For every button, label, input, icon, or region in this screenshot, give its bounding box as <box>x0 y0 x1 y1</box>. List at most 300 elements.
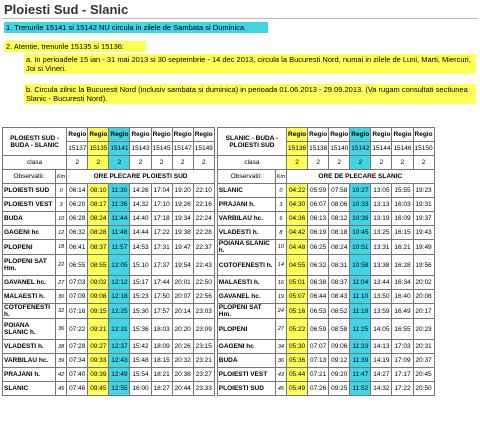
departure-time: 12:05 <box>109 255 130 276</box>
train-class: 2 <box>151 156 172 170</box>
departure-time: 07:16 <box>67 304 88 319</box>
departure-time: 09:39 <box>88 368 109 382</box>
departure-time: 17:37 <box>151 255 172 276</box>
departure-time: 18:27 <box>151 382 172 396</box>
departure-time: 10:51 <box>350 240 371 255</box>
departure-time: 16:03 <box>392 198 413 212</box>
table-row <box>3 340 435 354</box>
departure-time: 17:18 <box>151 212 172 226</box>
train-type: Regio <box>413 128 434 142</box>
table-row <box>3 184 435 198</box>
departure-time: 08:18 <box>329 226 350 240</box>
departure-time: 09:27 <box>88 340 109 354</box>
departure-time: 20:26 <box>172 340 193 354</box>
departure-time: 09:45 <box>88 382 109 396</box>
train-number: 15141 <box>109 142 130 156</box>
departure-time: 06:32 <box>308 255 329 276</box>
station-name: VLADESTI h. <box>3 340 56 354</box>
departure-time: 18:15 <box>151 354 172 368</box>
departure-time: 13:59 <box>371 304 392 319</box>
departure-time: 07:34 <box>67 354 88 368</box>
departure-time: 11:36 <box>109 198 130 212</box>
departure-time: 11:10 <box>350 290 371 304</box>
departure-time: 12:12 <box>109 276 130 290</box>
km-value: 22 <box>56 255 67 276</box>
departure-time: 12:25 <box>109 304 130 319</box>
train-number: 15150 <box>413 142 434 156</box>
departure-time: 05:07 <box>287 290 308 304</box>
table-row <box>3 198 435 212</box>
departure-time: 18:03 <box>151 319 172 340</box>
departure-time: 20:01 <box>172 276 193 290</box>
departure-time: 07:22 <box>67 319 88 340</box>
departure-time: 08:55 <box>88 255 109 276</box>
departure-time: 05:44 <box>287 368 308 382</box>
departure-time: 17:10 <box>151 198 172 212</box>
departure-time: 14:44 <box>130 226 151 240</box>
km-value: 39 <box>56 354 67 368</box>
departure-time: 07:07 <box>308 340 329 354</box>
station-name: PLOPENI SAT Hm. <box>217 304 275 319</box>
km-value: 8 <box>275 226 286 240</box>
timetable <box>2 127 435 396</box>
route-name: SLANIC - BUDA - PLOIESTI SUD <box>217 128 286 156</box>
departure-time: 08:12 <box>329 212 350 226</box>
departure-time: 08:17 <box>88 198 109 212</box>
class-row <box>3 156 435 170</box>
note-2a: a. In perioadele 15 ian - 31 mai 2013 si 30 septembrie - 14 dec 2013, circula la Bucuresti Nord, numai in zilele de Luni, Marti, Miercuri, Joi si Vineri. <box>24 54 476 74</box>
train-number: 15143 <box>130 142 151 156</box>
departure-time: 22:37 <box>193 240 214 255</box>
departure-time: 10:27 <box>350 184 371 198</box>
departure-time: 06:38 <box>308 276 329 290</box>
departure-time: 06:53 <box>308 304 329 319</box>
km-value: 10 <box>56 212 67 226</box>
gap <box>214 142 217 156</box>
departure-time: 14:32 <box>130 198 151 212</box>
km-value: 14 <box>275 255 286 276</box>
departure-time: 04:30 <box>287 198 308 212</box>
departure-time: 06:32 <box>67 226 88 240</box>
train-class: 2 <box>67 156 88 170</box>
station-name: BUDA <box>3 212 56 226</box>
station-name: PRAJANI h. <box>3 368 56 382</box>
departure-time: 09:25 <box>329 382 350 396</box>
train-class: 2 <box>109 156 130 170</box>
departure-time: 12:31 <box>109 319 130 340</box>
departure-time: 04:48 <box>287 240 308 255</box>
km-value: 6 <box>275 212 286 226</box>
departure-time: 05:16 <box>287 304 308 319</box>
departure-time: 20:50 <box>413 382 434 396</box>
departure-time: 16:34 <box>392 276 413 290</box>
station-name: SLANIC <box>217 184 275 198</box>
table-row <box>3 240 435 255</box>
departure-time: 08:10 <box>88 184 109 198</box>
station-name: GAGENI hc <box>3 226 56 240</box>
km-value: 38 <box>56 340 67 354</box>
departure-time: 12:49 <box>109 368 130 382</box>
departure-time: 17:04 <box>151 184 172 198</box>
departure-time: 06:20 <box>67 198 88 212</box>
departure-time: 09:33 <box>88 354 109 368</box>
train-type: Regio <box>67 128 88 142</box>
km-label: Km <box>275 170 286 184</box>
departure-time: 08:37 <box>329 276 350 290</box>
station-name: VARBILAU hc. <box>3 354 56 368</box>
departure-header: ORE DE PLECARE SLANIC <box>287 170 435 184</box>
train-number: 15144 <box>371 142 392 156</box>
departure-time: 19:43 <box>413 226 434 240</box>
departure-time: 23:27 <box>193 368 214 382</box>
station-name: VARBILAU hc. <box>217 212 275 226</box>
km-value: 16 <box>275 276 286 290</box>
departure-time: 07:40 <box>67 368 88 382</box>
departure-time: 15:42 <box>130 340 151 354</box>
departure-time: 05:01 <box>287 276 308 290</box>
departure-time: 23:03 <box>193 304 214 319</box>
departure-time: 08:52 <box>329 304 350 319</box>
departure-time: 14:19 <box>371 354 392 368</box>
departure-time: 09:06 <box>329 340 350 354</box>
class-label: clasa <box>3 156 67 170</box>
departure-time: 14:26 <box>130 184 151 198</box>
departure-time: 13:38 <box>371 255 392 276</box>
departure-time: 19:56 <box>413 255 434 276</box>
km-label: Km <box>56 170 67 184</box>
note-2b: b. Circula zilnic la Bucuresti Nord (inclusiv sambata si duminica) in perioada 01.06.2013 - 29.09.2013. (Va rugam consultati sectiunea Slanic - Bucuresti Nord). <box>24 84 476 104</box>
departure-time: 13:25 <box>371 226 392 240</box>
note-2: 2. Atentie, trenurile 15135 si 15136: <box>4 41 146 52</box>
station-name: VLADESTI h. <box>217 226 275 240</box>
train-type: Regio <box>151 128 172 142</box>
train-number: 15146 <box>392 142 413 156</box>
departure-time: 05:22 <box>287 319 308 340</box>
station-name: COTOFENESTI h. <box>3 304 56 319</box>
table-row <box>3 319 435 340</box>
departure-time: 11:30 <box>109 184 130 198</box>
train-type: Regio <box>392 128 413 142</box>
departure-time: 15:36 <box>130 319 151 340</box>
train-number: 15135 <box>88 142 109 156</box>
train-type: Regio <box>109 128 130 142</box>
departure-time: 13:44 <box>371 276 392 290</box>
departure-time: 20:37 <box>413 354 434 368</box>
departure-time: 11:04 <box>350 276 371 290</box>
departure-time: 19:38 <box>172 226 193 240</box>
train-type: Regio <box>130 128 151 142</box>
train-class: 2 <box>308 156 329 170</box>
departure-time: 20:45 <box>413 368 434 382</box>
departure-time: 22:28 <box>193 226 214 240</box>
note-1: 1. Trenurile 15141 si 15142 NU circula in zilele de Sambata si Duminica. <box>4 22 268 33</box>
departure-time: 06:59 <box>308 319 329 340</box>
train-number: 15140 <box>329 142 350 156</box>
train-class: 2 <box>88 156 109 170</box>
departure-time: 06:28 <box>67 212 88 226</box>
departure-time: 12:55 <box>109 382 130 396</box>
departure-time: 14:27 <box>371 368 392 382</box>
km-value: 3 <box>275 198 286 212</box>
departure-time: 11:47 <box>350 368 371 382</box>
departure-time: 22:43 <box>193 255 214 276</box>
departure-time: 08:24 <box>329 240 350 255</box>
departure-time: 14:40 <box>130 212 151 226</box>
departure-time: 10:39 <box>350 212 371 226</box>
station-name: MALAESTI h. <box>3 290 56 304</box>
departure-time: 07:03 <box>67 276 88 290</box>
train-type: Regio <box>308 128 329 142</box>
station-name: GAVANEL hc. <box>3 276 56 290</box>
train-type: Regio <box>371 128 392 142</box>
station-name: GAGENI hc <box>217 340 275 354</box>
departure-time: 19:23 <box>413 184 434 198</box>
departure-time: 20:08 <box>413 290 434 304</box>
departure-time: 23:09 <box>193 319 214 340</box>
train-type: Regio <box>88 128 109 142</box>
departure-time: 06:07 <box>308 198 329 212</box>
departure-time: 10:33 <box>350 198 371 212</box>
departure-time: 15:55 <box>392 184 413 198</box>
departure-time: 11:33 <box>350 340 371 354</box>
train-type: Regio <box>193 128 214 142</box>
station-name: POIANA SLANIC h. <box>217 240 275 255</box>
departure-time: 07:09 <box>67 290 88 304</box>
departure-time: 09:20 <box>329 368 350 382</box>
departure-time: 19:26 <box>172 198 193 212</box>
table-row <box>3 382 435 396</box>
departure-time: 22:16 <box>193 198 214 212</box>
departure-time: 13:50 <box>371 290 392 304</box>
departure-time: 22:10 <box>193 184 214 198</box>
departure-time: 08:28 <box>88 226 109 240</box>
departure-time: 17:17 <box>392 368 413 382</box>
departure-time: 17:57 <box>151 304 172 319</box>
observatii-label: Observatii: <box>217 170 275 184</box>
departure-time: 07:28 <box>67 340 88 354</box>
departure-time: 20:17 <box>413 304 434 319</box>
departure-time: 14:05 <box>371 319 392 340</box>
departure-time: 16:09 <box>392 212 413 226</box>
departure-time: 09:02 <box>88 276 109 290</box>
km-value: 19 <box>275 290 286 304</box>
departure-time: 16:55 <box>392 319 413 340</box>
table-row <box>3 255 435 276</box>
departure-time: 17:22 <box>151 226 172 240</box>
departure-time: 16:49 <box>392 304 413 319</box>
departure-time: 17:09 <box>392 354 413 368</box>
departure-time: 13:05 <box>371 184 392 198</box>
header-row <box>3 128 435 142</box>
km-value: 36 <box>275 354 286 368</box>
departure-time: 23:33 <box>193 382 214 396</box>
observatii-row <box>3 170 435 184</box>
train-number: 15147 <box>172 142 193 156</box>
departure-time: 16:40 <box>392 290 413 304</box>
departure-time: 11:39 <box>350 354 371 368</box>
departure-time: 19:54 <box>172 255 193 276</box>
departure-time: 04:36 <box>287 212 308 226</box>
table-row <box>3 226 435 240</box>
departure-time: 11:57 <box>109 240 130 255</box>
train-type: Regio <box>172 128 193 142</box>
train-type: Regio <box>287 128 308 142</box>
table-row <box>3 290 435 304</box>
train-class: 2 <box>172 156 193 170</box>
observatii-label: Observatii: <box>3 170 56 184</box>
station-name: GAVANEL hc. <box>217 290 275 304</box>
km-value: 45 <box>275 382 286 396</box>
train-class: 2 <box>392 156 413 170</box>
departure-time: 05:30 <box>287 340 308 354</box>
table-row <box>3 304 435 319</box>
km-value: 10 <box>275 240 286 255</box>
departure-time: 20:31 <box>413 340 434 354</box>
departure-time: 05:36 <box>287 354 308 368</box>
departure-time: 18:21 <box>151 368 172 382</box>
km-value: 24 <box>275 304 286 319</box>
departure-time: 17:31 <box>151 240 172 255</box>
departure-time: 15:17 <box>130 276 151 290</box>
km-value: 3 <box>56 198 67 212</box>
train-type: Regio <box>329 128 350 142</box>
km-value: 0 <box>275 184 286 198</box>
departure-time: 09:15 <box>88 304 109 319</box>
departure-time: 09:12 <box>329 354 350 368</box>
train-number: 15142 <box>350 142 371 156</box>
train-class: 2 <box>413 156 434 170</box>
km-value: 27 <box>56 276 67 290</box>
departure-time: 16:00 <box>130 382 151 396</box>
departure-time: 19:34 <box>172 212 193 226</box>
departure-time: 05:59 <box>308 184 329 198</box>
departure-time: 13:31 <box>371 240 392 255</box>
departure-time: 15:48 <box>130 354 151 368</box>
table-row <box>3 368 435 382</box>
station-name: PLOIESTI SUD <box>3 184 56 198</box>
departure-time: 20:14 <box>172 304 193 319</box>
departure-time: 08:58 <box>329 319 350 340</box>
departure-time: 06:55 <box>67 255 88 276</box>
km-value: 34 <box>275 340 286 354</box>
departure-time: 12:18 <box>109 290 130 304</box>
km-value: 36 <box>56 319 67 340</box>
departure-time: 19:31 <box>413 198 434 212</box>
departure-time: 06:41 <box>67 240 88 255</box>
departure-time: 20:38 <box>172 368 193 382</box>
departure-time: 07:58 <box>329 184 350 198</box>
departure-time: 08:37 <box>88 240 109 255</box>
departure-time: 07:21 <box>308 368 329 382</box>
departure-time: 06:19 <box>308 226 329 240</box>
table-row <box>3 354 435 368</box>
km-value: 43 <box>275 368 286 382</box>
departure-time: 04:22 <box>287 184 308 198</box>
departure-time: 13:19 <box>371 212 392 226</box>
departure-time: 15:30 <box>130 304 151 319</box>
station-name: PLOPENI <box>217 319 275 340</box>
divider <box>2 18 478 19</box>
train-type: Regio <box>350 128 371 142</box>
departure-time: 20:32 <box>172 354 193 368</box>
table-row <box>3 212 435 226</box>
departure-time: 06:13 <box>308 212 329 226</box>
departure-time: 23:15 <box>193 340 214 354</box>
departure-time: 17:50 <box>151 290 172 304</box>
departure-time: 04:55 <box>287 255 308 276</box>
departure-time: 10:58 <box>350 255 371 276</box>
departure-time: 15:23 <box>130 290 151 304</box>
km-value: 30 <box>56 290 67 304</box>
km-value: 45 <box>56 382 67 396</box>
station-name: PLOIESTI VEST <box>217 368 275 382</box>
km-value: 42 <box>56 368 67 382</box>
station-name: PRAJANI h. <box>217 198 275 212</box>
departure-time: 17:22 <box>392 382 413 396</box>
km-value: 32 <box>56 304 67 319</box>
departure-time: 11:52 <box>350 382 371 396</box>
station-name: COTOFENESTI h. <box>217 255 275 276</box>
route-name: PLOIESTI SUD - BUDA - SLANIC <box>3 128 67 156</box>
departure-time: 19:20 <box>172 184 193 198</box>
departure-time: 22:56 <box>193 290 214 304</box>
departure-time: 08:43 <box>329 290 350 304</box>
departure-time: 19:37 <box>413 212 434 226</box>
departure-time: 18:09 <box>151 340 172 354</box>
departure-time: 23:21 <box>193 354 214 368</box>
departure-time: 14:53 <box>130 240 151 255</box>
departure-time: 15:54 <box>130 368 151 382</box>
departure-time: 19:47 <box>172 240 193 255</box>
departure-time: 16:21 <box>392 240 413 255</box>
departure-time: 11:25 <box>350 319 371 340</box>
departure-time: 20:02 <box>413 276 434 290</box>
departure-time: 15:10 <box>130 255 151 276</box>
departure-time: 14:13 <box>371 340 392 354</box>
departure-time: 16:28 <box>392 255 413 276</box>
departure-time: 08:31 <box>329 255 350 276</box>
station-name: PLOIESTI SUD <box>217 382 275 396</box>
departure-time: 11:19 <box>350 304 371 319</box>
train-number: 15137 <box>67 142 88 156</box>
table-row <box>3 276 435 290</box>
departure-time: 05:49 <box>287 382 308 396</box>
departure-time: 14:32 <box>371 382 392 396</box>
departure-time: 07:46 <box>67 382 88 396</box>
departure-time: 09:21 <box>88 319 109 340</box>
departure-time: 22:24 <box>193 212 214 226</box>
station-name: BUDA <box>217 354 275 368</box>
train-class: 2 <box>287 156 308 170</box>
train-class: 2 <box>371 156 392 170</box>
departure-time: 07:13 <box>308 354 329 368</box>
station-name: PLOPENI <box>3 240 56 255</box>
km-value: 27 <box>275 319 286 340</box>
train-number: 15138 <box>308 142 329 156</box>
departure-header: ORE PLECARE PLOIESTI SUD <box>67 170 215 184</box>
departure-time: 11:48 <box>109 226 130 240</box>
km-value: 12 <box>56 226 67 240</box>
departure-time: 13:13 <box>371 198 392 212</box>
departure-time: 22:50 <box>193 276 214 290</box>
departure-time: 17:03 <box>392 340 413 354</box>
departure-time: 04:42 <box>287 226 308 240</box>
departure-time: 10:45 <box>350 226 371 240</box>
train-class: 2 <box>193 156 214 170</box>
departure-time: 20:20 <box>172 319 193 340</box>
train-number: 15145 <box>151 142 172 156</box>
departure-time: 07:26 <box>308 382 329 396</box>
